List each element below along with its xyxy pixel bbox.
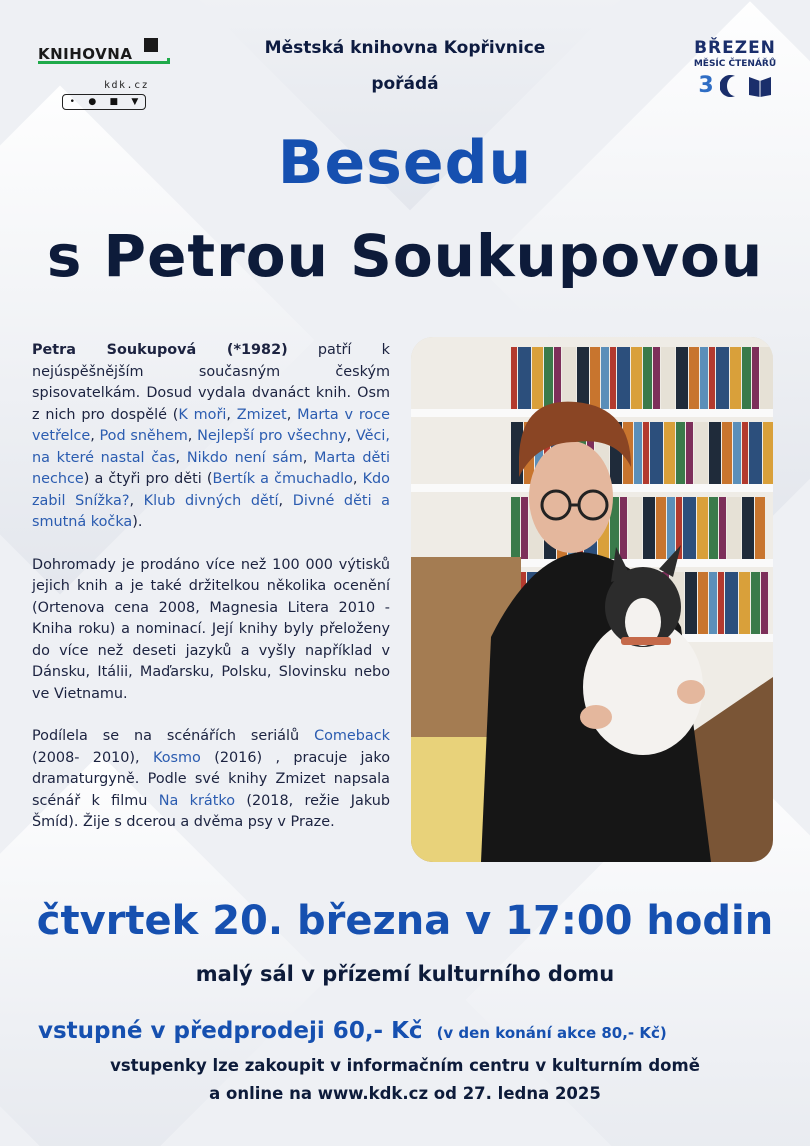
- triangle-down-icon: ▼: [131, 97, 139, 107]
- event-venue: malý sál v přízemí kulturního domu: [195, 962, 615, 986]
- bio-text: ,: [286, 406, 298, 423]
- reading-month-subtitle: MĚSÍC ČTENÁŘŮ: [693, 59, 777, 69]
- work-title: Kosmo: [153, 749, 201, 766]
- bio-paragraph-3: [32, 726, 390, 834]
- bio-text: ,: [129, 492, 144, 509]
- bio-text: (2018, režie Jakub Šmíd). Žije s dcerou a dvěma psy v Praze.: [32, 792, 390, 830]
- reading-month-icons: [690, 73, 780, 98]
- bio-paragraph-1: [32, 340, 390, 534]
- work-title: Kdo zabil Snížka?: [32, 471, 390, 509]
- bio-text: patří k nejúspěšnějším současným českým spisovatelkám. Dosud vydala dvanáct knih. Osm z nich pro dospělé (: [32, 342, 390, 423]
- bio-text: Dohromady je prodáno více než 100 000 výtisků jejich knih a je také držitelkou několika ocenění (Ortenova cena 2008, Magnesia Litera 2010 - Kniha roku) a nominací. Její knihy byly přeloženy do více než deseti jazyků a vyšly například v Dánsku, Itálii, Maďarsku, Polsku, Slovinsku nebo ve Vietnamu.: [32, 556, 390, 702]
- book-icon: [748, 75, 772, 97]
- work-title: Divné děti a smutná kočka: [32, 492, 391, 530]
- bio-text: Podílela se na scénářích seriálů: [32, 728, 315, 744]
- work-title: Marta v roce vetřelce: [32, 406, 390, 444]
- work-title: Zmizet: [236, 406, 287, 423]
- bio-text: ,: [346, 428, 356, 444]
- organizer-name: Městská knihovna Kopřivnice: [264, 38, 546, 58]
- work-title: Bertík a čmuchadlo: [212, 471, 353, 487]
- bio-text: ,: [175, 449, 187, 466]
- work-title: Comeback: [314, 728, 390, 744]
- event-date: čtvrtek 20. března v 17:00 hodin: [36, 898, 774, 944]
- reading-month-title: BŘEZEN: [694, 38, 776, 58]
- author-name: Petra Soukupová (*1982): [32, 342, 288, 358]
- work-title: Nejlepší pro všechny: [197, 428, 347, 444]
- work-title: Klub divných dětí: [143, 492, 279, 509]
- tickets-info-line-1: vstupenky lze zakoupit v informačním centru v kulturním domě: [110, 1056, 700, 1075]
- reading-month-logo: [690, 38, 780, 98]
- logo-green-line: [38, 58, 170, 64]
- bio-text: ,: [352, 471, 363, 487]
- dot-large-icon: ●: [88, 97, 97, 107]
- price-presale: vstupné v předprodeji 60,- Kč: [38, 1018, 423, 1044]
- bio-text: ,: [90, 428, 100, 444]
- library-logo-domain: kdk.cz: [104, 80, 150, 91]
- work-title: Pod sněhem: [99, 428, 188, 444]
- author-bio: [32, 340, 390, 855]
- bio-paragraph-2: [32, 555, 390, 706]
- author-photo-illustration: [411, 337, 773, 862]
- work-title: Věci, na které nastal čas: [32, 428, 390, 466]
- bio-text: ,: [278, 492, 293, 509]
- work-title: Na krátko: [158, 792, 236, 809]
- work-title: Marta děti nechce: [32, 449, 390, 487]
- ticket-price: [38, 1018, 798, 1044]
- price-on-the-day: (v den konání akce 80,- Kč): [436, 1024, 667, 1042]
- moon-icon: [720, 74, 742, 98]
- work-title: Nikdo není sám: [186, 449, 303, 466]
- title-line-2: s Petrou Soukupovou: [46, 222, 764, 290]
- bio-text: ) a čtyři pro děti (: [83, 471, 213, 487]
- tickets-info-line-2: a online na www.kdk.cz od 27. ledna 2025: [209, 1084, 601, 1103]
- title-line-1: Besedu: [277, 128, 533, 198]
- bio-text: ).: [132, 514, 143, 530]
- square-icon: ■: [109, 97, 119, 107]
- dot-small-icon: •: [69, 97, 75, 107]
- work-title: K moři: [178, 406, 227, 423]
- author-photo: [411, 337, 773, 862]
- library-logo-word: KNIHOVNA: [38, 45, 133, 63]
- bio-text: ,: [187, 428, 198, 444]
- bio-text: (2008- 2010),: [32, 749, 153, 766]
- organizer-verb: pořádá: [371, 74, 439, 94]
- bio-text: ,: [302, 449, 315, 466]
- bio-text: (2016) , pracuje jako dramaturgyně. Podle své knihy Zmizet napsala scénář k filmu: [32, 749, 390, 809]
- logo-symbols: [62, 94, 146, 110]
- reading-month-number: 3: [698, 73, 714, 98]
- bio-text: ,: [226, 406, 237, 423]
